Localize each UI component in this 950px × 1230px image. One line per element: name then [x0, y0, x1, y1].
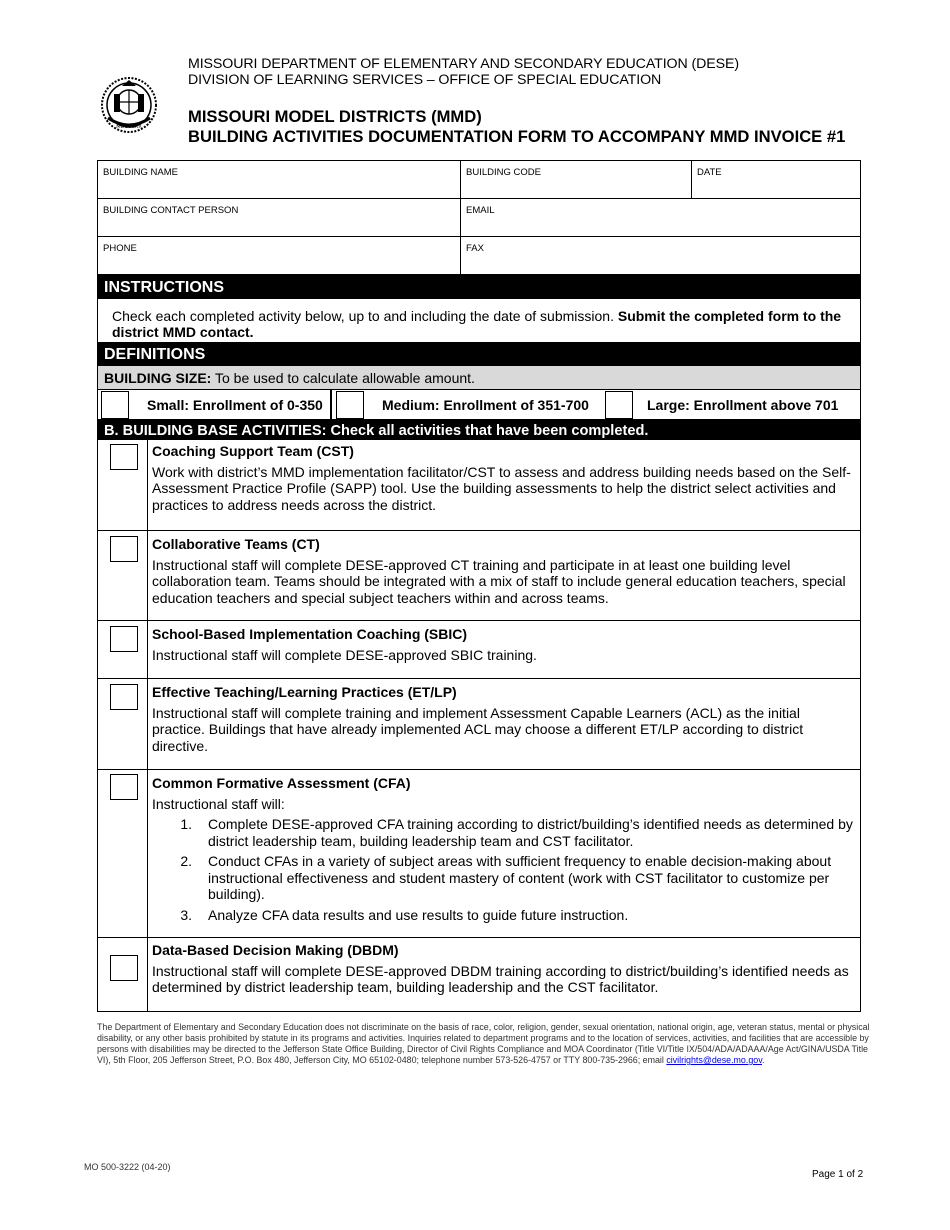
- activity-cst-checkbox[interactable]: [110, 444, 138, 470]
- building-size-text: To be used to calculate allowable amount.: [211, 370, 475, 386]
- activity-sbic: [98, 621, 860, 679]
- activity-check-cell: [98, 679, 148, 769]
- activity-sbic-checkbox[interactable]: [110, 626, 138, 652]
- list-item: 3. Analyze CFA data results and use results to guide future instruction.: [180, 906, 629, 923]
- size-small-label: Small: Enrollment of 0-350: [147, 396, 323, 413]
- date-field[interactable]: DATE: [697, 167, 722, 178]
- activity-check-cell: [98, 621, 148, 678]
- activity-title: Collaborative Teams (CT): [152, 536, 320, 552]
- list-item: 2. Conduct CFAs in a variety of subject areas with sufficient frequency to enable decision-making about instructional effectiveness and student mastery of content (work with CST facilitator to customize per building).: [180, 853, 832, 902]
- size-large-label: Large: Enrollment above 701: [647, 396, 839, 413]
- activity-etlp: [98, 679, 860, 770]
- list-item: 1. Complete DESE-approved CFA training according to district/building’s identified needs as determined by district leadership team, building leadership team and CST facilitator.: [180, 816, 853, 849]
- instructions-text: [98, 299, 860, 342]
- activity-description: Instructional staff will complete training and implement Assessment Capable Learners (ACL) as the initial practice. Buildings that have already implemented ACL may choose a different ET/LP according to district directive.: [152, 704, 804, 754]
- activity-check-cell: [98, 938, 148, 1011]
- activity-dbdm: [98, 938, 860, 1012]
- instructions-plain: Check each completed activity below, up to and including the date of submission.: [112, 308, 618, 324]
- fax-field[interactable]: FAX: [466, 243, 484, 254]
- department-name: MISSOURI DEPARTMENT OF ELEMENTARY AND SECONDARY EDUCATION (DESE): [188, 56, 739, 72]
- info-row-2: [98, 199, 860, 237]
- page-header: [100, 56, 880, 148]
- activity-cfa: [98, 770, 860, 938]
- size-medium-checkbox[interactable]: [336, 391, 364, 419]
- definitions-heading: DEFINITIONS: [98, 342, 860, 366]
- activity-ct: [98, 531, 860, 621]
- info-row-3: [98, 237, 860, 275]
- size-small-checkbox[interactable]: [101, 391, 129, 419]
- activity-etlp-checkbox[interactable]: [110, 684, 138, 710]
- notice-text: The Department of Elementary and Secondary Education does not discriminate on the basis of race, color, religion, gender, sexual orientation, national origin, age, veteran status, mental or physical disability, or any other basis prohibited by statute in its programs and activities. Inquiries related to department programs and to the location of services, activities, and facilities that are accessible by persons with disabilities may be directed to the Jefferson State Office Building, Director of Civil Rights Compliance and MOA Coordinator (Title VI/Title IX/504/ADA/ADAAA/Age Act/GINA/USDA Title VI), 5th Floor, 205 Jefferson Street, P.O. Box 480, Jefferson City, MO 65102-0480; telephone number 573-526-4757 or TTY 800-735-2966; email: [97, 1022, 870, 1065]
- activity-title: School-Based Implementation Coaching (SBIC): [152, 626, 468, 642]
- size-option-large: [601, 390, 860, 419]
- activity-description: Work with district’s MMD implementation facilitator/CST to assess and address building needs based on the Self-Assessment Practice Profile (SAPP) tool. Use the building assessments to help the district select activities and practices to address needs across the district.: [152, 463, 851, 513]
- building-size-definition: [98, 366, 860, 390]
- activity-title: Common Formative Assessment (CFA): [152, 775, 411, 791]
- base-activities-heading: B. BUILDING BASE ACTIVITIES: Check all activities that have been completed.: [98, 420, 860, 440]
- email-field[interactable]: EMAIL: [466, 205, 495, 216]
- activity-check-cell: [98, 440, 148, 530]
- activity-check-cell: [98, 770, 148, 937]
- building-name-field[interactable]: BUILDING NAME: [98, 161, 461, 198]
- phone-field[interactable]: PHONE: [98, 237, 461, 274]
- contact-person-field[interactable]: BUILDING CONTACT PERSON: [98, 199, 461, 236]
- activity-description: Instructional staff will complete DESE-approved DBDM training according to district/building’s identified needs as determined by district leadership team, building leadership and the CST facilitator.: [152, 962, 849, 995]
- activity-check-cell: [98, 531, 148, 620]
- division-name: DIVISION OF LEARNING SERVICES – OFFICE OF SPECIAL EDUCATION: [188, 72, 662, 88]
- activity-title: Coaching Support Team (CST): [152, 443, 354, 459]
- building-code-field[interactable]: BUILDING CODE: [461, 161, 692, 198]
- nondiscrimination-notice: [97, 1022, 877, 1066]
- instructions-heading: INSTRUCTIONS: [98, 275, 860, 299]
- activity-description: Instructional staff will:: [152, 795, 285, 812]
- activity-ct-checkbox[interactable]: [110, 536, 138, 562]
- svg-text:MDCCCXX: MDCCCXX: [116, 124, 142, 130]
- info-row-1: [98, 161, 860, 199]
- notice-end: .: [762, 1055, 765, 1065]
- size-large-checkbox[interactable]: [605, 391, 633, 419]
- civil-rights-email-link[interactable]: civilrights@dese.mo.gov: [666, 1055, 762, 1065]
- activity-title: Data-Based Decision Making (DBDM): [152, 942, 399, 958]
- page-number: Page 1 of 2: [812, 1169, 864, 1180]
- activity-cfa-checkbox[interactable]: [110, 774, 138, 800]
- size-medium-label: Medium: Enrollment of 351-700: [382, 396, 589, 413]
- activity-description: Instructional staff will complete DESE-approved CT training and participate in at least one building level collaboration team. Teams should be integrated with a mix of staff to include general education teachers, special education teachers and special subject teachers within and across teams.: [152, 556, 846, 606]
- activity-cst: [98, 440, 860, 531]
- activity-description: Instructional staff will complete DESE-approved SBIC training.: [152, 646, 537, 663]
- building-size-options: [98, 390, 860, 420]
- state-seal-icon: [100, 66, 158, 144]
- activity-title: Effective Teaching/Learning Practices (ET/LP): [152, 684, 457, 700]
- building-size-label: BUILDING SIZE:: [104, 370, 212, 386]
- size-option-small: [98, 390, 330, 419]
- cfa-steps-list: [152, 816, 856, 923]
- activity-dbdm-checkbox[interactable]: [110, 955, 138, 981]
- instructions-bold: Submit the completed form to the district MMD contact.: [112, 308, 842, 340]
- size-option-medium: [332, 390, 601, 419]
- form-title-line2: BUILDING ACTIVITIES DOCUMENTATION FORM TO ACCOMPANY MMD INVOICE #1: [188, 127, 846, 146]
- form-number: MO 500-3222 (04-20): [84, 1162, 171, 1172]
- documentation-form: [97, 160, 861, 1012]
- form-title-line1: MISSOURI MODEL DISTRICTS (MMD): [188, 107, 482, 126]
